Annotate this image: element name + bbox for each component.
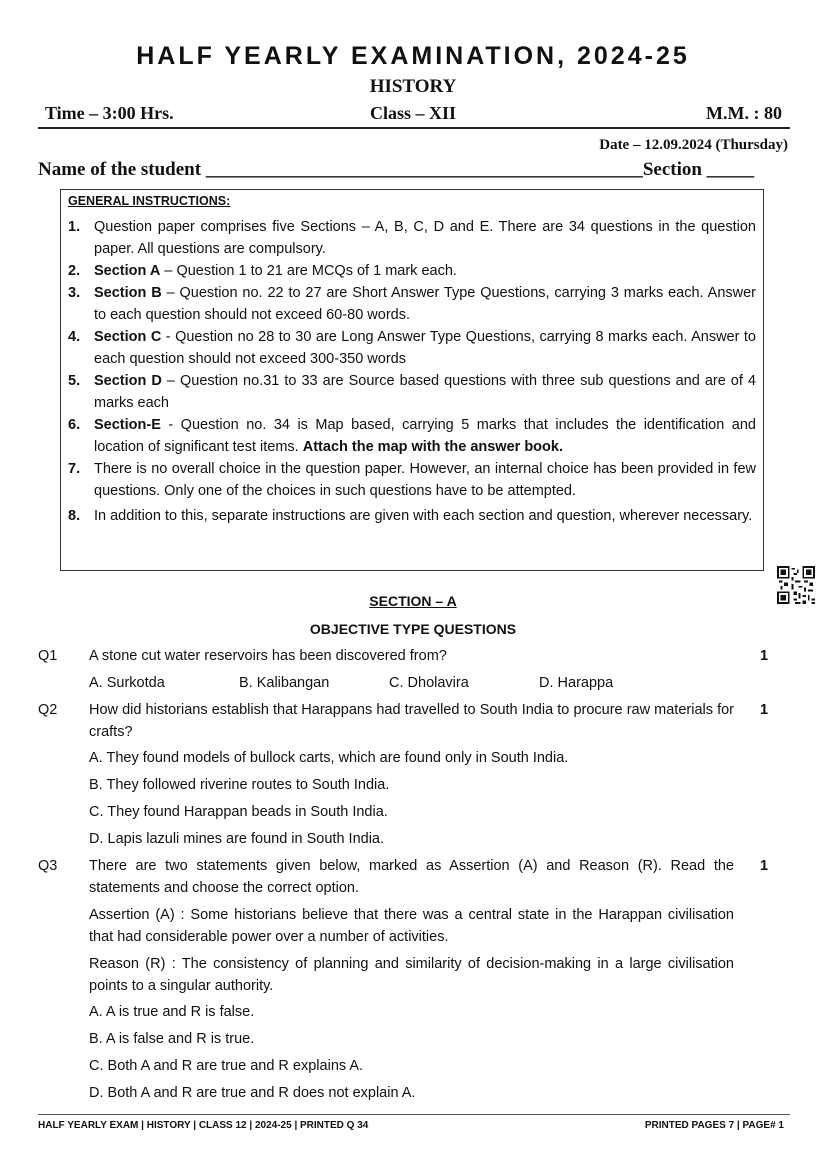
q1-option-c: C. Dholavira	[389, 675, 469, 691]
instruction-bold: Section C	[94, 329, 162, 345]
instruction-bold: Section A	[94, 263, 161, 279]
instruction-text: Question paper comprises five Sections – A, B, C, D and E. There are 34 questions in the question paper. All questions are compulsory.	[94, 219, 756, 257]
q1-marks: 1	[760, 648, 769, 664]
instruction-item	[68, 216, 756, 260]
instruction-item	[68, 370, 756, 414]
header-divider	[38, 127, 790, 129]
q3-number: Q3	[38, 858, 58, 874]
exam-title: HALF YEARLY EXAMINATION, 2024-25	[136, 42, 690, 70]
q3-option-b: B. A is false and R is true.	[89, 1031, 255, 1047]
q2-text: How did historians establish that Harappans had travelled to South India to procure raw materials for crafts?	[89, 702, 734, 740]
q2-number: Q2	[38, 702, 58, 718]
instructions-heading: GENERAL INSTRUCTIONS:	[68, 194, 231, 208]
section-a-heading: SECTION – A	[369, 593, 457, 609]
q2-option-b: B. They followed riverine routes to South India.	[89, 777, 390, 793]
q2-option-a: A. They found models of bullock carts, which are found only in South India.	[89, 750, 569, 766]
instruction-item	[68, 505, 756, 527]
q3-option-a: A. A is true and R is false.	[89, 1004, 255, 1020]
footer-left: HALF YEARLY EXAM | HISTORY | CLASS 12 | 2024-25 | PRINTED Q 34	[38, 1120, 369, 1131]
q1-number: Q1	[38, 648, 58, 664]
instruction-item	[68, 414, 756, 458]
instruction-text: - Question no 28 to 30 are Long Answer Type Questions, carrying 8 marks each. Answer to each question should not exceed 300-350 words	[94, 329, 756, 367]
q1-text: A stone cut water reservoirs has been discovered from?	[89, 648, 447, 664]
footer-divider	[38, 1114, 790, 1115]
q3-option-c: C. Both A and R are true and R explains A.	[89, 1058, 364, 1074]
instruction-bold-tail: Attach the map with the answer book.	[302, 439, 563, 455]
q1-option-b: B. Kalibangan	[239, 675, 330, 691]
footer-right: PRINTED PAGES 7 | PAGE# 1	[644, 1120, 784, 1131]
q1-option-d: D. Harappa	[539, 675, 614, 691]
instruction-number: 8.	[68, 508, 81, 524]
exam-time: Time – 3:00 Hrs.	[45, 103, 174, 123]
student-name-line: Name of the student ______________________________________________Section _____	[38, 159, 755, 180]
instruction-bold: Section B	[94, 285, 162, 301]
objective-heading: OBJECTIVE TYPE QUESTIONS	[309, 621, 517, 637]
instruction-number: 5.	[68, 373, 81, 389]
q2-option-c: C. They found Harappan beads in South India.	[89, 804, 388, 820]
q3-reason: Reason (R) : The consistency of planning and similarity of decision-making in a large civilisation points to a singular authority.	[89, 956, 734, 994]
q3-option-d: D. Both A and R are true and R does not explain A.	[89, 1085, 416, 1101]
instruction-number: 6.	[68, 417, 81, 433]
instruction-text: – Question no. 22 to 27 are Short Answer Type Questions, carrying 3 marks each. Answer to each question should not exceed 60-80 words.	[94, 285, 757, 323]
instruction-bold: Section-E	[94, 417, 161, 433]
q2-marks: 1	[760, 702, 769, 718]
q3-assertion: Assertion (A) : Some historians believe that there was a central state in the Harappan civilisation that had considerable power over a number of activities.	[89, 907, 734, 945]
q3-text: There are two statements given below, marked as Assertion (A) and Reason (R). Read the statements and choose the correct option.	[89, 858, 734, 896]
exam-class: Class – XII	[369, 103, 457, 123]
max-marks: M.M. : 80	[706, 103, 782, 123]
exam-date: Date – 12.09.2024 (Thursday)	[599, 137, 788, 153]
instruction-item	[68, 458, 756, 502]
instruction-bold: Section D	[94, 373, 162, 389]
q2-option-d: D. Lapis lazuli mines are found in South India.	[89, 831, 385, 847]
instruction-item	[68, 282, 756, 326]
instruction-number: 7.	[68, 461, 81, 477]
instruction-number: 2.	[68, 263, 81, 279]
subject-title: HISTORY	[369, 76, 457, 97]
q1-option-a: A. Surkotda	[89, 675, 165, 691]
instructions-list	[68, 216, 756, 527]
instruction-item	[68, 260, 756, 282]
instruction-text: There is no overall choice in the question paper. However, an internal choice has been provided in few questions. Only one of the choices in such questions have to be attempted.	[94, 461, 756, 499]
instruction-text: In addition to this, separate instructions are given with each section and question, wherever necessary.	[94, 508, 753, 524]
instruction-text: – Question 1 to 21 are MCQs of 1 mark each.	[160, 263, 457, 279]
general-instructions-box	[60, 189, 764, 571]
instruction-item	[68, 326, 756, 370]
instruction-number: 3.	[68, 285, 81, 301]
instruction-text: – Question no.31 to 33 are Source based questions with three sub questions and are of 4 marks each	[94, 373, 756, 411]
q3-marks: 1	[760, 858, 769, 874]
instruction-text: - Question no. 34 is Map based, carrying 5 marks that includes the identification and location of significant test items.	[94, 417, 756, 455]
instruction-number: 4.	[68, 329, 81, 345]
instruction-number: 1.	[68, 219, 81, 235]
